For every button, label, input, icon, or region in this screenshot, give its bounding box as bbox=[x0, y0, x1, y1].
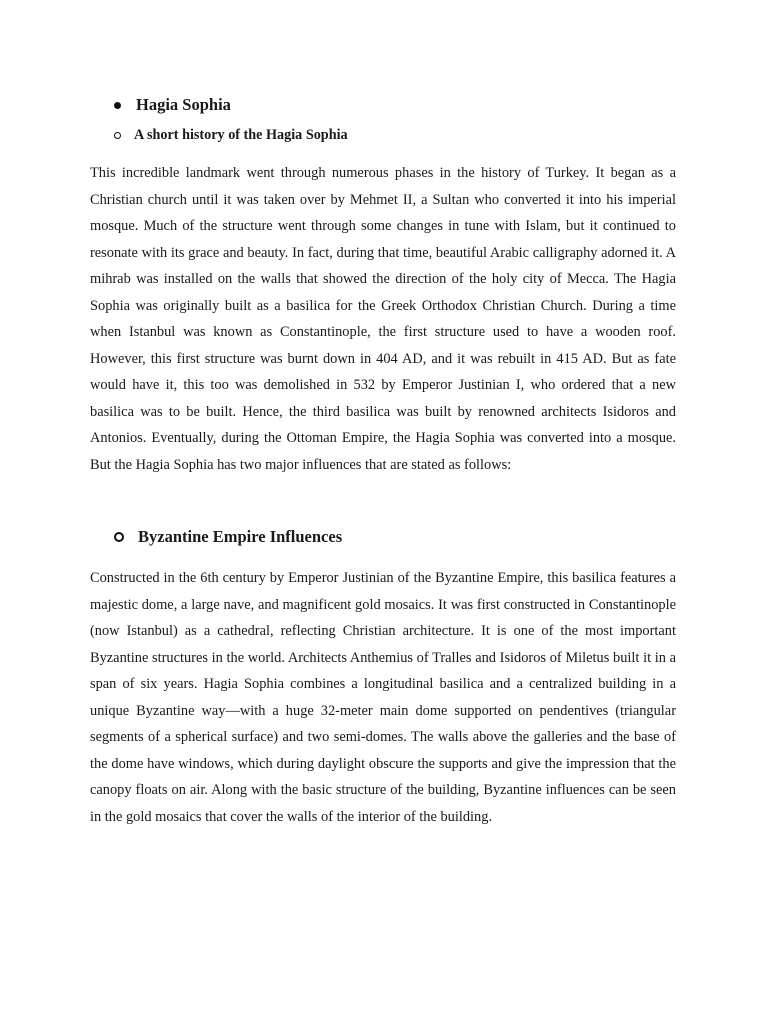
heading-title: Hagia Sophia bbox=[136, 95, 231, 114]
section-heading-title: Byzantine Empire Influences bbox=[138, 527, 343, 546]
filled-bullet-icon bbox=[114, 102, 121, 109]
byzantine-paragraph: Constructed in the 6th century by Emperor Justinian of the Byzantine Empire, this basilica features a majestic dome, a large nave, and magnificent gold mosaics. It was first constructed in Constantinople (now Istanbul) as a cathedral, reflecting Christian architecture. It is one of the most important Byzantine structures in the world. Architects Anthemius of Tralles and Isidoros of Miletus built it in a span of six years. Hagia Sophia combines a longitudinal basilica and a centralized building in a unique Byzantine way—with a huge 32-meter main dome supported on pendentives (triangular segments of a spherical surface) and two semi-domes. The walls above the galleries and the base of the dome have windows, which during daylight obscure the supports and give the impression that the canopy floats on air. Along with the basic structure of the building, Byzantine influences can be seen in the gold mosaics that cover the walls of the interior of the building. bbox=[90, 570, 676, 825]
hollow-bullet-icon bbox=[114, 532, 124, 542]
subheading-item bbox=[114, 125, 348, 145]
heading-item bbox=[114, 94, 231, 116]
history-paragraph: This incredible landmark went through numerous phases in the history of Turkey. It began as a Christian church until it was taken over by Mehmet II, a Sultan who converted it into his imperial mosque. Much of the structure went through some changes in tune with Islam, but it continued to resonate with its grace and beauty. In fact, during that time, beautiful Arabic calligraphy adorned it. A mihrab was installed on the walls that showed the direction of the holy city of Mecca. The Hagia Sophia was originally built as a basilica for the Greek Orthodox Christian Church. During a time when Istanbul was known as Constantinople, the first structure used to have a wooden roof. However, this first structure was burnt down in 404 AD, and it was rebuilt in 415 AD. But as fate would have it, this too was demolished in 532 by Emperor Justinian I, who ordered that a new basilica was to be built. Hence, the third basilica was built by renowned architects Isidoros and Antonios. Eventually, during the Ottoman Empire, the Hagia Sophia was converted into a mosque. But the Hagia Sophia has two major influences that are stated as follows: bbox=[90, 165, 676, 473]
section-heading-item bbox=[114, 526, 342, 548]
subheading-title: A short history of the Hagia Sophia bbox=[134, 126, 348, 143]
hollow-bullet-icon bbox=[114, 132, 121, 139]
